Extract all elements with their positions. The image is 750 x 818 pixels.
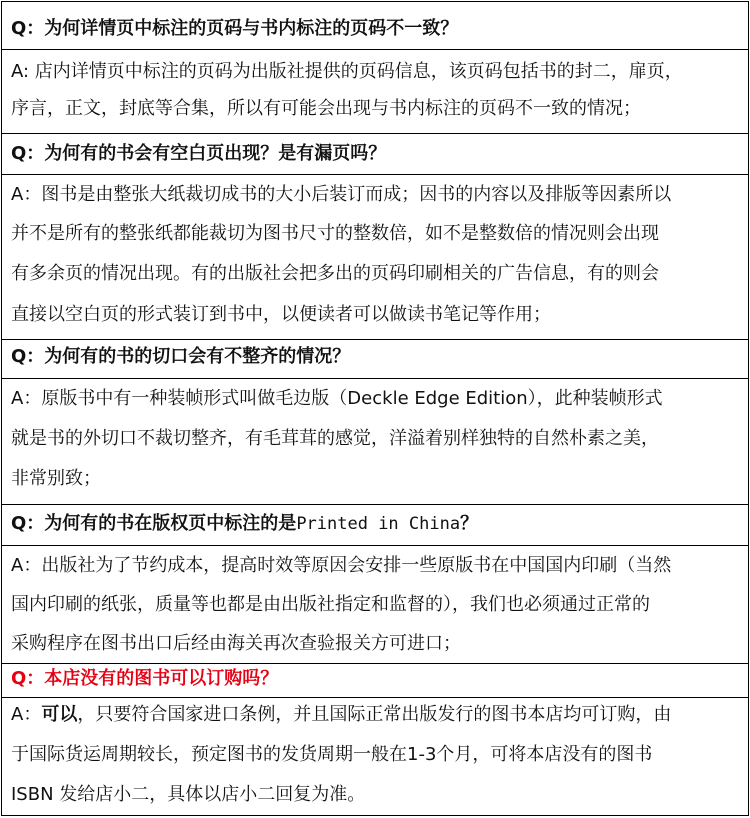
faq-answer-5-prefix: A：: [11, 704, 42, 725]
faq-answer-4-line-1: A：出版社为了节约成本，提高时效等原因会安排一些原版书在中国国内印刷（当然: [11, 555, 672, 576]
faq-answer-5-rest: ，只要符合国家进口条例，并且国际正常出版发行的图书本店均可订购，由: [77, 704, 672, 725]
faq-answer-1-line-1: A: 店内详情页中标注的页码为出版社提供的页码信息，该页码包括书的封二，扉页，: [11, 61, 683, 82]
faq-question-4-suffix: ？: [460, 513, 479, 534]
faq-question-5: Q：本店没有的图书可以订购吗？: [11, 668, 279, 689]
faq-answer-2-line-4: 直接以空白页的形式装订到书中，以便读者可以做读书笔记等作用；: [11, 304, 551, 325]
faq-question-4-prefix: Q：为何有的书在版权页中标注的是: [11, 513, 297, 534]
faq-question-2: Q：为何有的书会有空白页出现？是有漏页吗？: [11, 143, 387, 164]
faq-answer-2-line-3: 有多余页的情况出现。有的出版社会把多出的页码印刷相关的广告信息，有的则会: [11, 263, 659, 284]
faq-divider: [2, 697, 748, 698]
faq-answer-5-line-1: [11, 699, 742, 731]
faq-answer-3-line-2: 就是书的外切口不裁切整齐，有毛茸茸的感觉，洋溢着别样独特的自然朴素之美，: [11, 428, 659, 449]
faq-divider: [2, 339, 748, 340]
faq-divider: [2, 378, 748, 379]
faq-divider: [2, 133, 748, 134]
faq-answer-3-line-1: A：原版书中有一种装帧形式叫做毛边版（Deckle Edge Edition），此种装帧形式: [11, 388, 663, 409]
faq-panel: [1, 1, 749, 816]
faq-question-3: Q：为何有的书的切口会有不整齐的情况？: [11, 346, 351, 367]
faq-divider: [2, 545, 748, 546]
faq-question-4-printed-in-china: Printed in China: [296, 514, 461, 534]
faq-question-4: [11, 508, 742, 540]
faq-answer-2-line-1: A：图书是由整张大纸裁切成书的大小后装订而成；因书的内容以及排版等因素所以: [11, 184, 672, 205]
faq-answer-4-line-2: 国内印刷的纸张，质量等也都是由出版社指定和监督的），我们也必须通过正常的: [11, 594, 650, 615]
faq-divider: [2, 174, 748, 175]
faq-answer-3-line-3: 非常别致；: [11, 468, 101, 489]
faq-answer-4-line-3: 采购程序在图书出口后经由海关再次查验报关方可进口；: [11, 633, 461, 654]
faq-answer-2-line-2: 并不是所有的整张纸都能裁切为图书尺寸的整数倍，如不是整数倍的情况则会出现: [11, 223, 659, 244]
faq-answer-5-line-2: 于国际货运周期较长，预定图书的发货周期一般在1-3个月，可将本店没有的图书: [11, 744, 653, 765]
faq-divider: [2, 504, 748, 505]
faq-question-1: Q：为何详情页中标注的页码与书内标注的页码不一致？: [11, 18, 459, 39]
faq-answer-5-line-3: ISBN 发给店小二，具体以店小二回复为准。: [11, 784, 366, 805]
faq-answer-1-line-2: 序言，正文，封底等合集，所以有可能会出现与书内标注的页码不一致的情况；: [11, 98, 641, 119]
faq-answer-5-bold-yes: 可以: [41, 704, 78, 725]
faq-divider: [2, 49, 748, 50]
